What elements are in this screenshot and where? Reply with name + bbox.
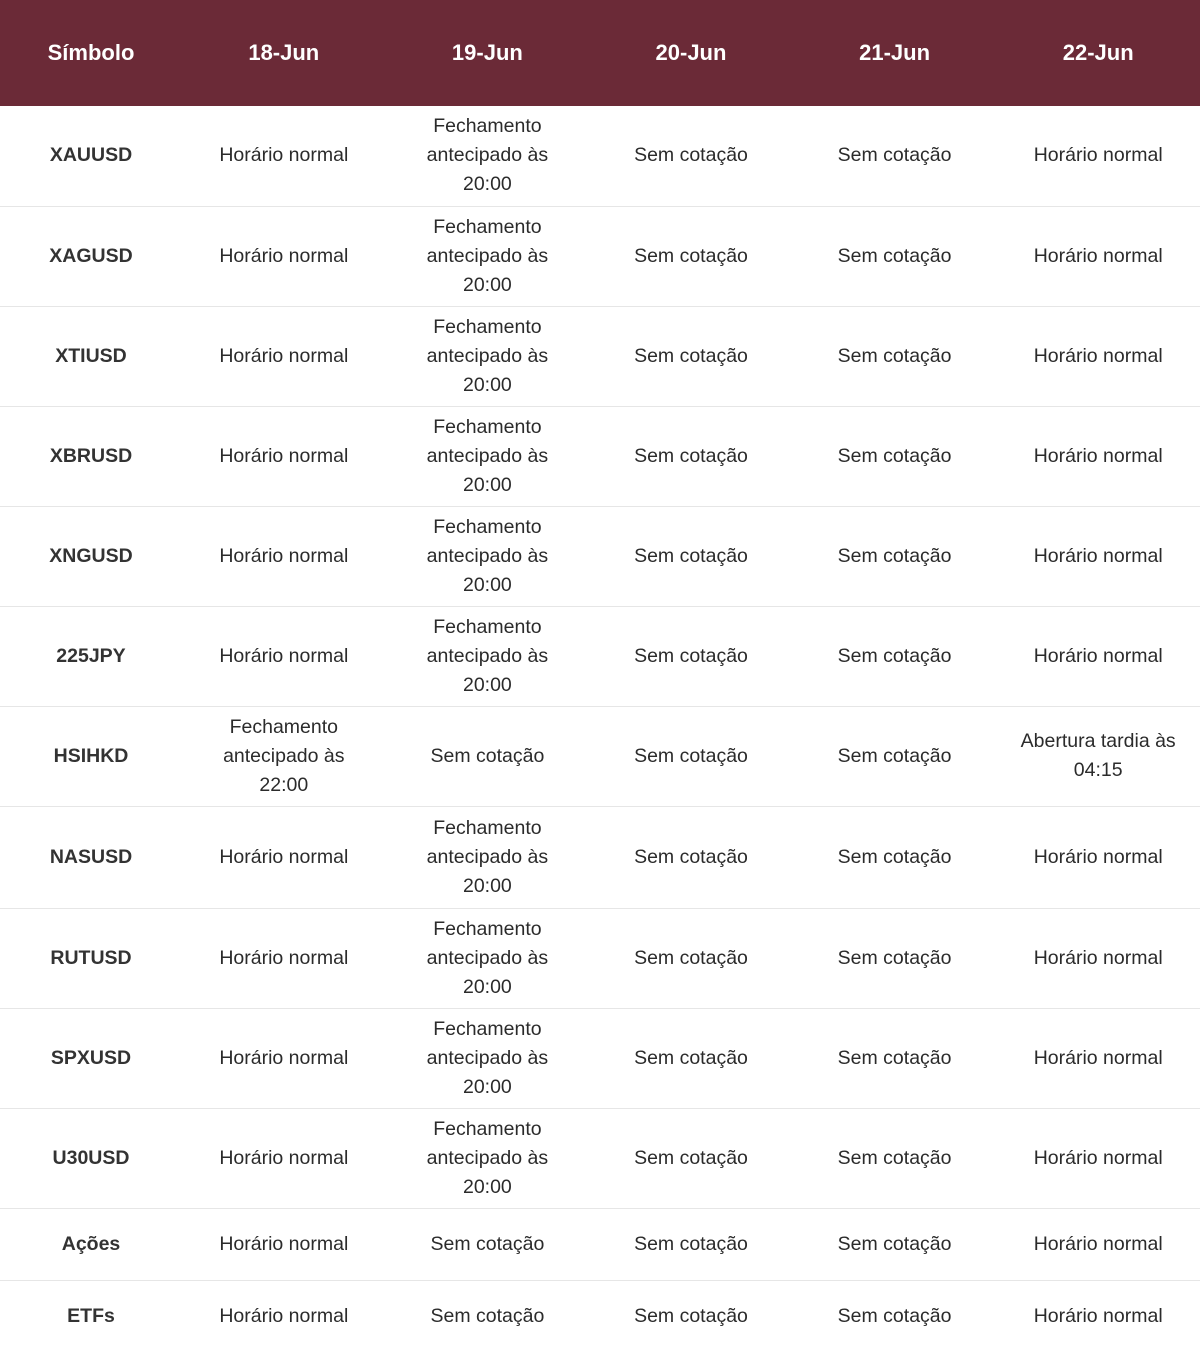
schedule-cell: Horário normal: [219, 845, 349, 868]
table-row: [0, 1280, 1200, 1352]
header-cell-date: 19-Jun: [386, 0, 590, 106]
schedule-cell: Sem cotação: [837, 144, 952, 167]
symbol-cell: NASUSD: [49, 845, 133, 868]
table-row: [0, 1208, 1200, 1280]
table-row: [0, 806, 1200, 908]
table-row: [0, 606, 1200, 706]
schedule-cell: Horário normal: [219, 344, 349, 367]
schedule-cell: Sem cotação: [634, 1046, 748, 1069]
header-cell-date: 21-Jun: [793, 0, 997, 106]
table-row: [0, 306, 1200, 406]
schedule-cell: Horário normal: [219, 1232, 349, 1255]
schedule-cell: Sem cotação: [837, 1304, 952, 1327]
schedule-cell: Fechamento antecipado às 20:00: [426, 315, 549, 396]
schedule-cell: Horário normal: [1033, 1304, 1163, 1327]
schedule-cell: Sem cotação: [837, 344, 952, 367]
schedule-cell: Sem cotação: [634, 244, 748, 267]
schedule-cell: Fechamento antecipado às 20:00: [426, 1017, 549, 1098]
header-row: [0, 0, 1200, 106]
symbol-cell: RUTUSD: [50, 946, 132, 969]
schedule-cell: Horário normal: [1033, 344, 1163, 367]
schedule-cell: Sem cotação: [430, 1232, 545, 1255]
schedule-cell: Sem cotação: [430, 744, 545, 767]
symbol-cell: HSIHKD: [53, 744, 129, 767]
schedule-cell: Horário normal: [219, 244, 349, 267]
schedule-cell: Horário normal: [219, 144, 349, 167]
header-cell-date: 22-Jun: [996, 0, 1200, 106]
schedule-cell: Sem cotação: [837, 244, 952, 267]
schedule-cell: Sem cotação: [634, 644, 748, 667]
schedule-cell: Fechamento antecipado às 22:00: [223, 715, 345, 796]
schedule-cell: Sem cotação: [634, 144, 748, 167]
schedule-cell: Sem cotação: [837, 544, 952, 567]
symbol-cell: XTIUSD: [55, 344, 127, 367]
schedule-cell: Horário normal: [219, 444, 349, 467]
schedule-cell: Fechamento antecipado às 20:00: [426, 615, 549, 696]
table-row: [0, 1008, 1200, 1108]
schedule-cell: Horário normal: [1033, 1046, 1163, 1069]
schedule-cell: Sem cotação: [634, 1146, 748, 1169]
symbol-cell: Ações: [61, 1232, 121, 1255]
schedule-cell: Sem cotação: [634, 946, 748, 969]
table-row: [0, 908, 1200, 1008]
schedule-cell: Horário normal: [219, 946, 349, 969]
schedule-cell: Sem cotação: [837, 644, 952, 667]
schedule-cell: Horário normal: [1033, 544, 1163, 567]
table-header: [0, 0, 1200, 106]
schedule-cell: Fechamento antecipado às 20:00: [426, 215, 549, 296]
table-row: [0, 106, 1200, 206]
table-row: [0, 1108, 1200, 1208]
schedule-cell: Horário normal: [219, 1046, 349, 1069]
schedule-cell: Sem cotação: [634, 845, 748, 868]
schedule-cell: Sem cotação: [634, 544, 748, 567]
header-cell-date: 20-Jun: [589, 0, 793, 106]
schedule-cell: Sem cotação: [837, 1046, 952, 1069]
schedule-cell: Horário normal: [1033, 444, 1163, 467]
table-row: [0, 406, 1200, 506]
schedule-cell: Horário normal: [1033, 1146, 1163, 1169]
header-cell-symbol: Símbolo: [0, 0, 182, 106]
schedule-cell: Horário normal: [1033, 644, 1163, 667]
symbol-cell: XAUUSD: [49, 144, 133, 167]
schedule-cell: Sem cotação: [634, 444, 748, 467]
schedule-cell: Horário normal: [1033, 946, 1163, 969]
schedule-cell: Horário normal: [219, 644, 349, 667]
schedule-cell: Sem cotação: [634, 1232, 748, 1255]
symbol-cell: U30USD: [52, 1146, 130, 1169]
header-cell-date: 18-Jun: [182, 0, 386, 106]
schedule-cell: Fechamento antecipado às 20:00: [426, 115, 549, 196]
symbol-cell: 225JPY: [56, 644, 126, 667]
schedule-cell: Horário normal: [219, 1146, 349, 1169]
schedule-cell: Horário normal: [219, 544, 349, 567]
schedule-cell: Abertura tardia às 04:15: [1020, 730, 1176, 781]
schedule-cell: Sem cotação: [837, 444, 952, 467]
schedule-cell: Fechamento antecipado às 20:00: [426, 816, 549, 897]
schedule-cell: Horário normal: [1033, 1232, 1163, 1255]
schedule-cell: Fechamento antecipado às 20:00: [426, 917, 549, 998]
symbol-cell: XAGUSD: [49, 244, 133, 267]
symbol-cell: SPXUSD: [50, 1046, 132, 1069]
schedule-cell: Sem cotação: [837, 744, 952, 767]
table-row: [0, 706, 1200, 806]
schedule-cell: Horário normal: [219, 1304, 349, 1327]
schedule-cell: Sem cotação: [634, 344, 748, 367]
symbol-cell: ETFs: [67, 1304, 115, 1327]
schedule-cell: Sem cotação: [837, 1232, 952, 1255]
table-row: [0, 206, 1200, 306]
schedule-cell: Sem cotação: [430, 1304, 545, 1327]
symbol-cell: XNGUSD: [49, 544, 133, 567]
symbol-cell: XBRUSD: [49, 444, 133, 467]
schedule-cell: Horário normal: [1033, 144, 1163, 167]
schedule-cell: Fechamento antecipado às 20:00: [426, 515, 549, 596]
schedule-cell: Sem cotação: [634, 744, 748, 767]
table-row: [0, 506, 1200, 606]
table-body: [0, 106, 1200, 1352]
schedule-cell: Horário normal: [1033, 244, 1163, 267]
schedule-cell: Sem cotação: [837, 1146, 952, 1169]
schedule-cell: Sem cotação: [837, 845, 952, 868]
schedule-cell: Fechamento antecipado às 20:00: [426, 1117, 549, 1198]
schedule-cell: Sem cotação: [634, 1304, 748, 1327]
schedule-cell: Sem cotação: [837, 946, 952, 969]
schedule-cell: Fechamento antecipado às 20:00: [426, 415, 549, 496]
schedule-cell: Horário normal: [1033, 845, 1163, 868]
